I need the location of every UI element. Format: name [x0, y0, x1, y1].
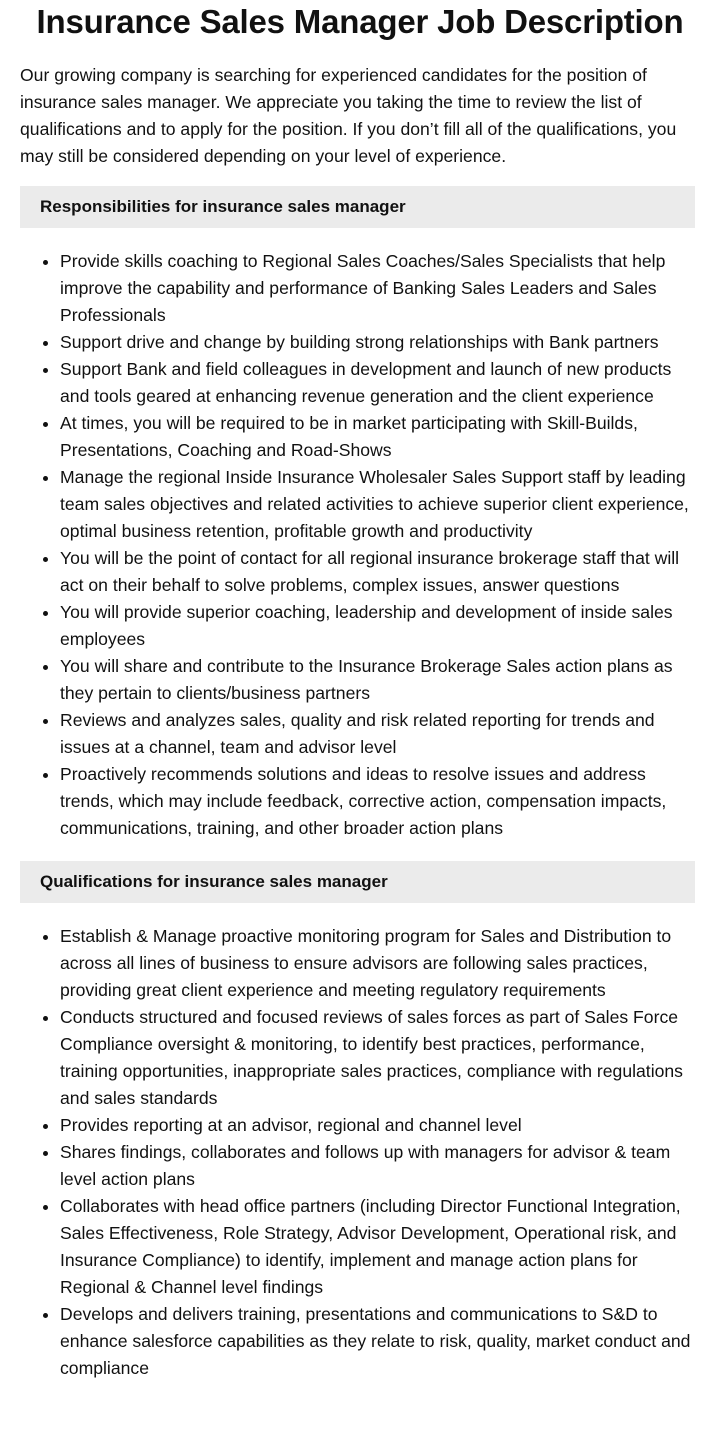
intro-paragraph: Our growing company is searching for experienced candidates for the position of insurance sales manager. We appreciate you taking the time to review the list of qualifications and to apply for the position. If you don’t fill all of the qualifications, you may still be considered depending on your level of experience.: [20, 65, 677, 166]
list-item: • Collaborates with head office partners (including Director Functional Integration, Sales Effectiveness, Role Strategy, Advisor Development, Operational risk, and Insurance Compliance) to identify, implement and manage action plans for Regional & Channel level findings: [60, 1193, 700, 1301]
responsibilities-list: [20, 248, 700, 842]
list-item: • Support Bank and field colleagues in development and launch of new products and tools geared at enhancing revenue generation and the client experience: [60, 356, 700, 410]
list-item: • Provides reporting at an advisor, regional and channel level: [60, 1112, 700, 1139]
list-item: • Provide skills coaching to Regional Sales Coaches/Sales Specialists that help improve the capability and performance of Banking Sales Leaders and Sales Professionals: [60, 248, 700, 329]
qualifications-heading: Qualifications for insurance sales manager: [20, 861, 695, 903]
list-item: • Shares findings, collaborates and follows up with managers for advisor & team level action plans: [60, 1139, 700, 1193]
list-item: • Reviews and analyzes sales, quality and risk related reporting for trends and issues at a channel, team and advisor level: [60, 707, 700, 761]
list-item: • You will be the point of contact for all regional insurance brokerage staff that will act on their behalf to solve problems, complex issues, answer questions: [60, 545, 700, 599]
list-item: • Establish & Manage proactive monitoring program for Sales and Distribution to across all lines of business to ensure advisors are following sales practices, providing great client experience and meeting regulatory requirements: [60, 923, 700, 1004]
list-item: • Support drive and change by building strong relationships with Bank partners: [60, 329, 700, 356]
list-item: • Develops and delivers training, presentations and communications to S&D to enhance salesforce capabilities as they relate to risk, quality, market conduct and compliance: [60, 1301, 700, 1382]
list-item: • Conducts structured and focused reviews of sales forces as part of Sales Force Compliance oversight & monitoring, to identify best practices, performance, training opportunities, inappropriate sales practices, compliance with regulations and sales standards: [60, 1004, 700, 1112]
list-item: • Manage the regional Inside Insurance Wholesaler Sales Support staff by leading team sales objectives and related activities to achieve superior client experience, optimal business retention, profitable growth and productivity: [60, 464, 700, 545]
page-title: Insurance Sales Manager Job Description: [36, 3, 684, 40]
list-item: • At times, you will be required to be in market participating with Skill-Builds, Presentations, Coaching and Road-Shows: [60, 410, 700, 464]
list-item: • You will share and contribute to the Insurance Brokerage Sales action plans as they pertain to clients/business partners: [60, 653, 700, 707]
qualifications-list: [20, 923, 700, 1382]
list-item: • You will provide superior coaching, leadership and development of inside sales employees: [60, 599, 700, 653]
list-item: • Proactively recommends solutions and ideas to resolve issues and address trends, which may include feedback, corrective action, compensation impacts, communications, training, and other broader action plans: [60, 761, 700, 842]
responsibilities-heading: Responsibilities for insurance sales manager: [20, 186, 695, 228]
